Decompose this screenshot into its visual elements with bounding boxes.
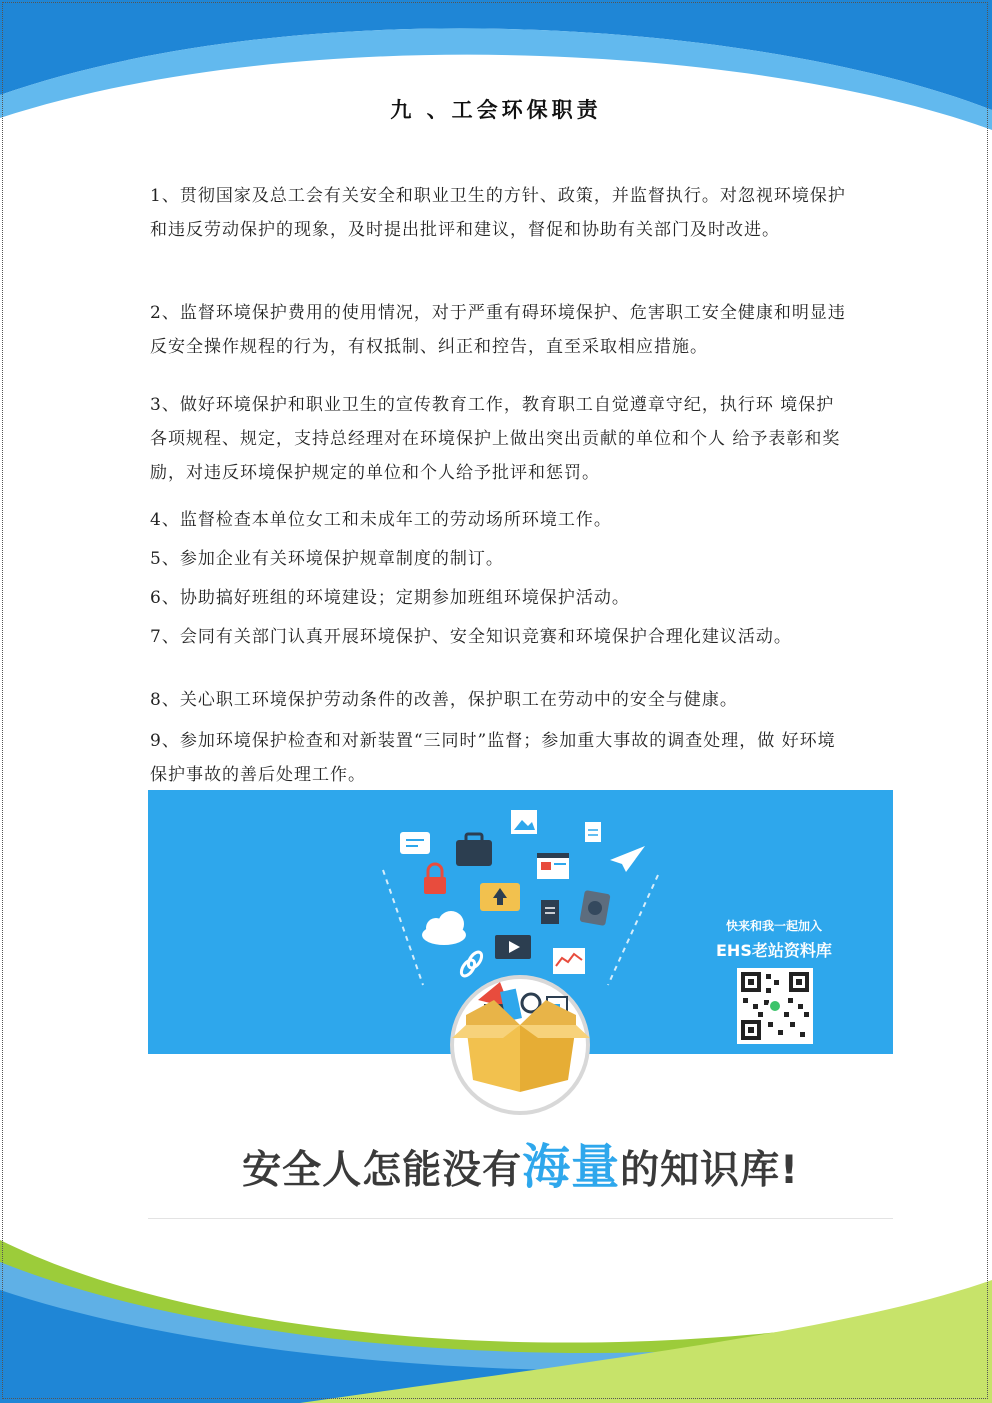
upload-folder-icon [480, 883, 520, 911]
image-icon [511, 810, 537, 834]
paragraph-7: 7、会同有关部门认真开展环境保护、安全知识竞赛和环境保护合理化建议活动。 [150, 627, 792, 647]
banner-slogan [148, 1128, 893, 1197]
link-icon [459, 950, 485, 978]
paper-plane-icon [610, 846, 645, 872]
lock-icon [424, 864, 446, 894]
paragraph-6: 6、协助搞好班组的环境建设；定期参加班组环境保护活动。 [150, 588, 630, 608]
slogan-highlight: 海量 [522, 1139, 621, 1195]
promo-banner [148, 790, 893, 1219]
qr-code [737, 968, 813, 1044]
cloud-icon [422, 911, 466, 945]
document-icon [585, 822, 601, 842]
browser-window-icon [537, 853, 569, 879]
paragraph-4: 4、监督检查本单位女工和未成年工的劳动场所环境工作。 [150, 510, 612, 530]
paragraph-2: 2、监督环境保护费用的使用情况，对于严重有碍环境保护、危害职工安全健康和明显违反安全操作规程的行为，有权抵制、纠正和控告，直至采取相应措施。 [150, 303, 846, 357]
slogan-part-1: 安全人怎能没有 [242, 1148, 523, 1193]
page-title: 九 、工会环保职责 [390, 97, 602, 122]
chat-icon [400, 832, 430, 854]
paragraph-5: 5、参加企业有关环境保护规章制度的制订。 [150, 549, 504, 569]
paragraph-9: 9、参加环境保护检查和对新装置“三同时”监督；参加重大事故的调查处理，做 好环境保护事故的善后处理工作。 [150, 731, 836, 785]
brand-name: EHS老站资料库 [716, 941, 832, 960]
paragraph-3: 3、做好环境保护和职业卫生的宣传教育工作，教育职工自觉遵章守纪，执行环 境保护各项规程、规定，支持总经理对在环境保护上做出突出贡献的单位和个人 给予表彰和奖励，对违反环境保护规定的单位和个人给予批评和惩罚。 [150, 395, 841, 483]
hard-disk-icon [579, 890, 610, 926]
paragraph-8: 8、关心职工环境保护劳动条件的改善，保护职工在劳动中的安全与健康。 [150, 690, 738, 710]
slogan-part-2: 的知识库! [620, 1148, 799, 1193]
briefcase-icon [456, 834, 492, 866]
join-invite-text: 快来和我一起加入 [726, 919, 823, 933]
video-player-icon [495, 935, 531, 959]
notebook-icon [541, 900, 559, 924]
chart-icon [553, 948, 585, 974]
paragraph-1: 1、贯彻国家及总工会有关安全和职业卫生的方针、政策，并监督执行。对忽视环境保护和违反劳动保护的现象，及时提出批评和建议，督促和协助有关部门及时改进。 [150, 186, 846, 240]
